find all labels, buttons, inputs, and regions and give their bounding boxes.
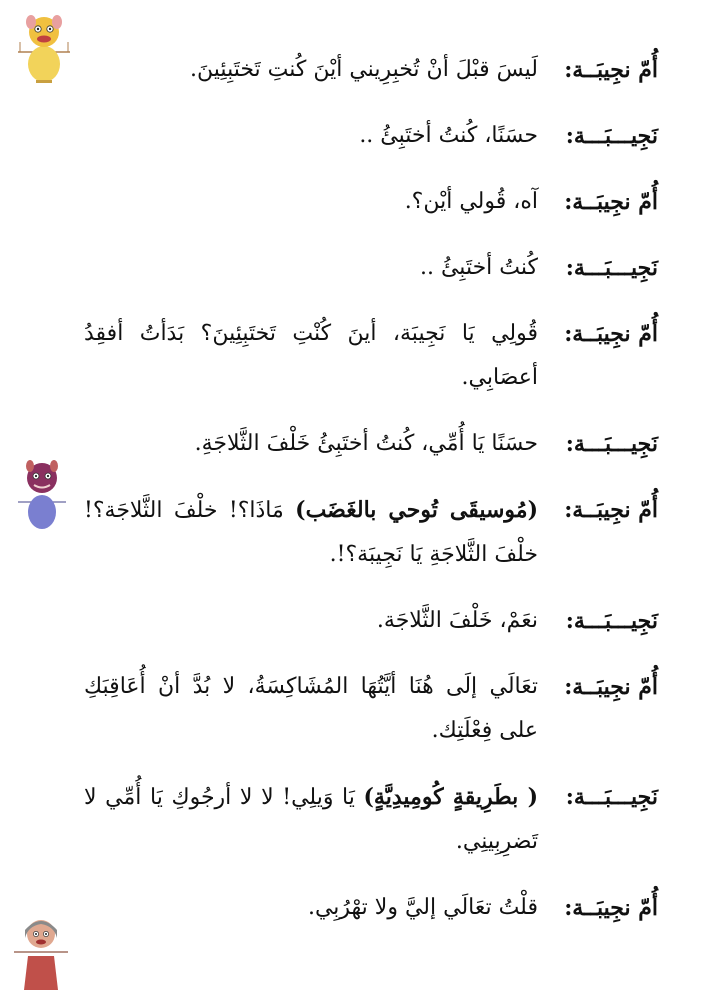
line-text: تعَالَي إلَى هُنَا أيَّتُهَا المُشَاكِسَةُ، لا بُدَّ أنْ أُعَاقِبَكِ على فِعْلَتِك. (84, 674, 538, 743)
speaker-label: نَجِيـــبَـــة: (565, 255, 658, 281)
speaker-label: أُمّ نجِيبَــة: (564, 189, 658, 215)
grey-haired-puppet-icon (10, 912, 72, 990)
dialogue-line (84, 775, 658, 864)
line-text: كُنتُ أختَبِئُ .. (419, 255, 538, 280)
speaker-label: أُمّ نجِيبَــة: (564, 321, 658, 347)
dialogue-line (84, 488, 658, 577)
line-text: قُولِي يَا نَجِيبَة، أينَ كُنْتِ تَختَبِئِينَ؟ بَدَأتُ أفقِدُ أعصَابِي. (84, 321, 538, 390)
line-text-body: مَاذَا؟! خلْفَ الثَّلاجَة؟! خلْفَ الثَّلاجَةِ يَا نَجِيبَة؟!. (84, 498, 538, 567)
blue-puppet-icon (14, 458, 70, 530)
speaker-label: نَجِيـــبَـــة: (565, 431, 658, 457)
dialogue-line (84, 48, 658, 92)
stage-direction: (مُوسيقَى تُوحي بالغَضَب) (295, 497, 538, 523)
speaker-label: أُمّ نجِيبَــة: (564, 895, 658, 921)
line-text: نعَمْ، خَلْفَ الثَّلاجَة. (376, 608, 538, 633)
line-text: لَيسَ قبْلَ أنْ تُخبِرِيني أيْنَ كُنتِ تَختَبِئِينَ. (190, 57, 538, 82)
speaker-label: أُمّ نجِيبَــة: (564, 674, 658, 700)
yellow-puppet-icon (12, 12, 76, 84)
speaker-label: نَجِيـــبَـــة: (565, 608, 658, 634)
speaker-label: نَجِيـــبَـــة: (565, 123, 658, 149)
dialogue-line (84, 886, 658, 930)
dialogue-line (84, 114, 658, 158)
line-text (84, 775, 538, 864)
dialogue-line (84, 422, 658, 466)
line-text: حسَنًا، كُنتُ أختَبِئُ .. (359, 123, 538, 148)
dialogue-line (84, 665, 658, 753)
line-text-body: يَا وَيلِي! لا لا أرجُوكِ يَا أُمِّي لا تَضرِبِينِي. (84, 785, 538, 854)
dialogue (84, 48, 658, 952)
dialogue-line (84, 180, 658, 224)
line-text (84, 488, 538, 577)
speaker-label: نَجِيـــبَـــة: (565, 784, 658, 810)
speaker-label: أُمّ نجِيبَــة: (564, 57, 658, 83)
line-text: قلْتُ تعَالَي إليَّ ولا تهْرُبِي. (307, 895, 538, 920)
dialogue-line (84, 312, 658, 400)
dialogue-line (84, 246, 658, 290)
line-text: حسَنًا يَا أُمِّي، كُنتُ أختَبِئُ خَلْفَ الثَّلاجَةِ. (194, 431, 538, 456)
dialogue-line (84, 599, 658, 643)
speaker-label: أُمّ نجِيبَــة: (564, 497, 658, 523)
stage-direction: ( بطَرِيقةٍ كُومِيدِيَّةٍ) (363, 784, 538, 810)
line-text: آه، قُولي أيْن؟. (404, 189, 538, 214)
